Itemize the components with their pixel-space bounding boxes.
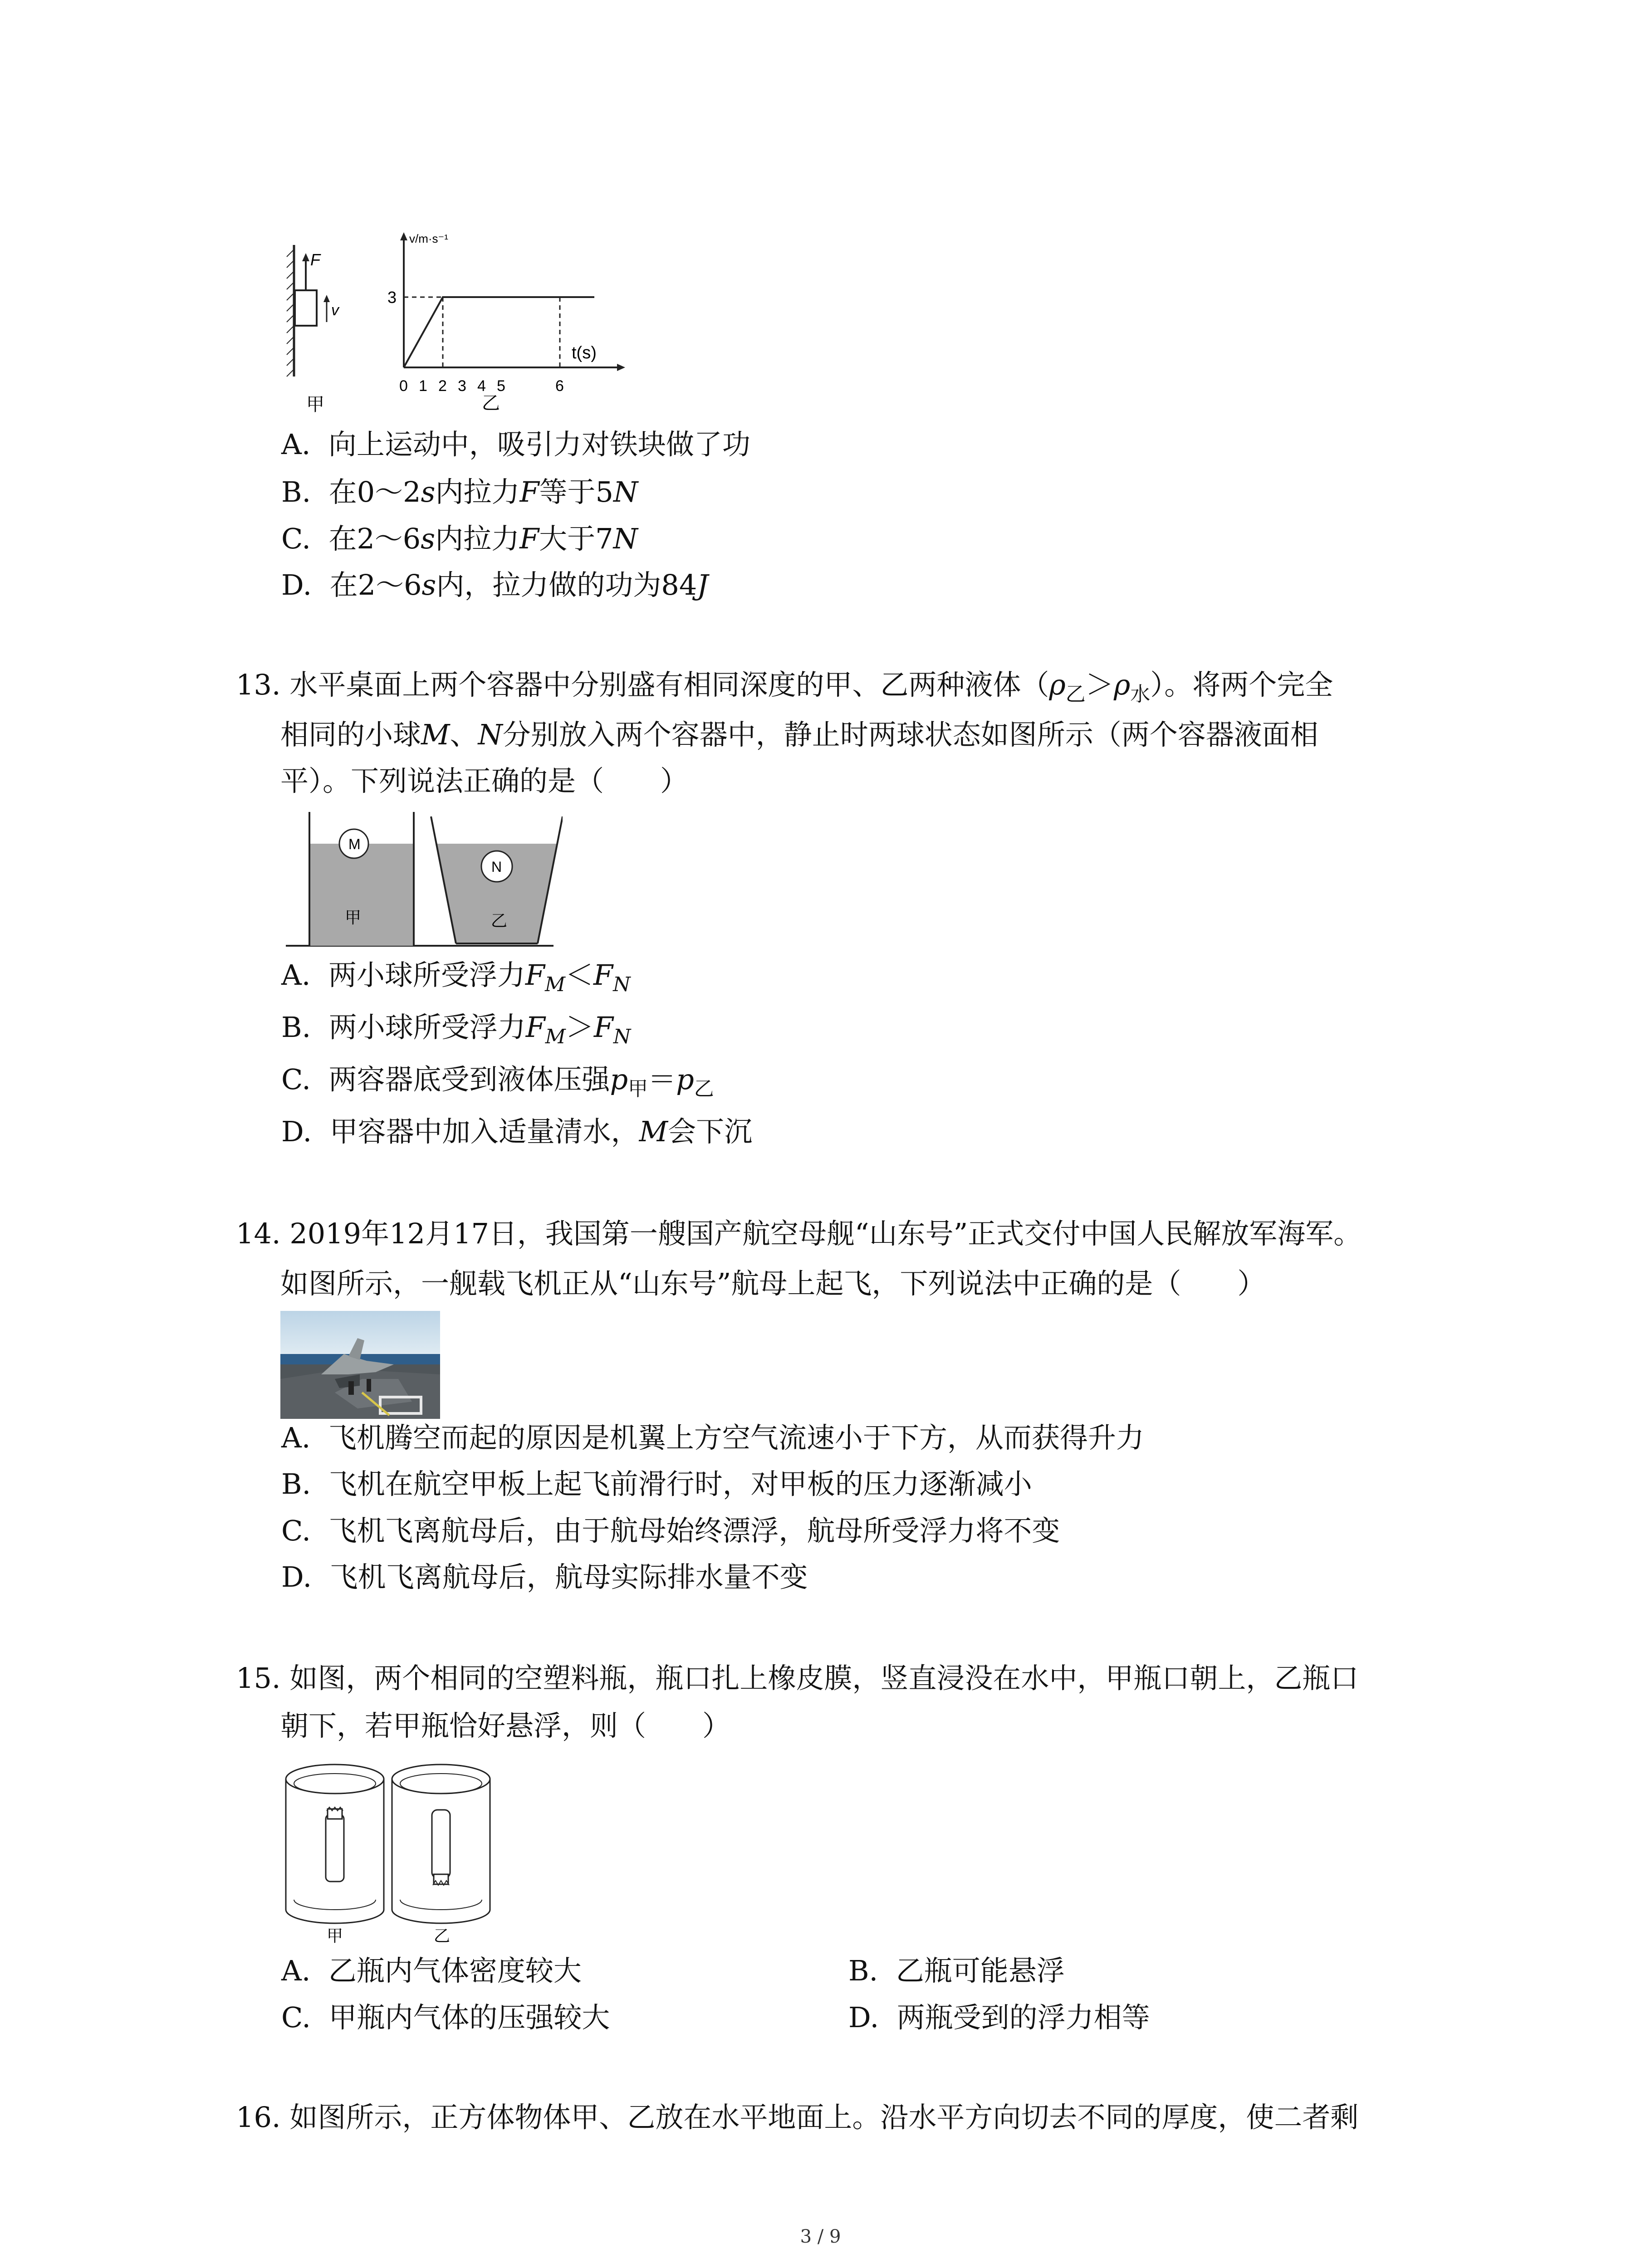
question-number: 14.: [236, 1217, 281, 1250]
q15-option-b: B. 乙瓶可能悬浮: [848, 1954, 1065, 1987]
question-number: 16.: [236, 2101, 281, 2134]
q14-option-d: D. 飞机飞离航母后，航母实际排水量不变: [281, 1560, 808, 1593]
iron-block: [295, 290, 317, 326]
q13-line-3: 平）。下列说法正确的是（ ）: [280, 764, 689, 797]
q15-line-1: 15. 如图，两个相同的空塑料瓶，瓶口扎上橡皮膜，竖直浸没在水中，甲瓶口朝上，乙瓶口: [236, 1662, 1359, 1695]
x-tick-5: 5: [497, 377, 505, 395]
bottle-jia: [326, 1814, 344, 1882]
x-tick-6: 6: [555, 377, 564, 395]
vt-line: [404, 297, 594, 367]
q12-option-d: D. 在2～6s内，拉力做的功为84J: [281, 568, 709, 601]
q14-carrier-jet-photo: [280, 1311, 440, 1419]
q13-option-c: C. 两容器底受到液体压强$p_甲=p_乙$: [281, 1063, 714, 1100]
x-tick-0: 0: [399, 377, 408, 395]
q14-line-2: 如图所示，一舰载飞机正从“山东号”航母上起飞，下列说法中正确的是（ ）: [280, 1267, 1266, 1300]
fig-yi-label: 乙: [482, 393, 500, 413]
question-number: 15.: [236, 1662, 281, 1695]
bottle-yi: [432, 1810, 450, 1878]
y-tick-3: 3: [387, 288, 397, 307]
x-tick-2: 2: [438, 377, 447, 395]
x-tick-3: 3: [458, 377, 466, 395]
y-axis-label: v/m·s⁻¹: [409, 232, 448, 245]
question-number: 13.: [236, 668, 281, 701]
q14-option-a: A. 飞机腾空而起的原因是机翼上方空气流速小于下方，从而获得升力: [281, 1421, 1144, 1454]
q13-option-d: D. 甲容器中加入适量清水，M会下沉: [281, 1115, 753, 1148]
q14-option-c: C. 飞机飞离航母后，由于航母始终漂浮，航母所受浮力将不变: [281, 1514, 1060, 1547]
q12-vt-graph: [377, 222, 631, 422]
q13-line-2: 相同的小球M、N分别放入两个容器中，静止时两球状态如图所示（两个容器液面相: [280, 718, 1318, 751]
q14-line-1: 14. 2019年12月17日，我国第一艘国产航空母舰“山东号”正式交付中国人民解放军海军。: [236, 1217, 1362, 1250]
svg-text:乙: 乙: [491, 911, 508, 930]
x-axis-label: t(s): [572, 343, 597, 362]
q12-option-a: A. 向上运动中，吸引力对铁块做了功: [281, 428, 750, 461]
q13-option-b: B. 两小球所受浮力$F_M>F_N$: [281, 1011, 631, 1048]
x-ticks: [399, 377, 564, 395]
svg-text:N: N: [491, 859, 502, 875]
page-number: 3 / 9: [800, 2226, 841, 2247]
q15-option-c: C. 甲瓶内气体的压强较大: [281, 2001, 610, 2034]
fig-jia-label: 甲: [306, 395, 324, 415]
svg-text:甲: 甲: [327, 1926, 343, 1945]
q15-option-a: A. 乙瓶内气体密度较大: [281, 1954, 582, 1987]
q15-figure: [281, 1755, 499, 1946]
svg-text:M: M: [348, 836, 361, 852]
q13-line-1: 13. 水平桌面上两个容器中分别盛有相同深度的甲、乙两种液体$(\rho_乙>\rho_水)$。将两个完全: [236, 668, 1333, 706]
q15-line-2: 朝下，若甲瓶恰好悬浮，则（ ）: [280, 1709, 731, 1742]
q13-figure: [281, 807, 563, 953]
q16-line-1: 16. 如图所示，正方体物体甲、乙放在水平地面上。沿水平方向切去不同的厚度，使二者剩: [236, 2101, 1359, 2134]
q12-figure-jia: [268, 240, 358, 422]
q12-option-b: B. 在0～2s内拉力F等于5N: [281, 475, 638, 508]
velocity-label: v: [331, 302, 339, 319]
q15-option-d: D. 两瓶受到的浮力相等: [848, 2001, 1150, 2034]
x-tick-4: 4: [477, 377, 486, 395]
q12-option-c: C. 在2～6s内拉力F大于7N: [281, 522, 638, 555]
q13-option-a: A. 两小球所受浮力$F_M<F_N$: [281, 958, 631, 996]
svg-text:乙: 乙: [434, 1926, 451, 1945]
force-label: F: [310, 250, 320, 269]
svg-text:甲: 甲: [345, 908, 362, 927]
q14-option-b: B. 飞机在航空甲板上起飞前滑行时，对甲板的压力逐渐减小: [281, 1467, 1032, 1501]
x-tick-1: 1: [419, 377, 427, 395]
